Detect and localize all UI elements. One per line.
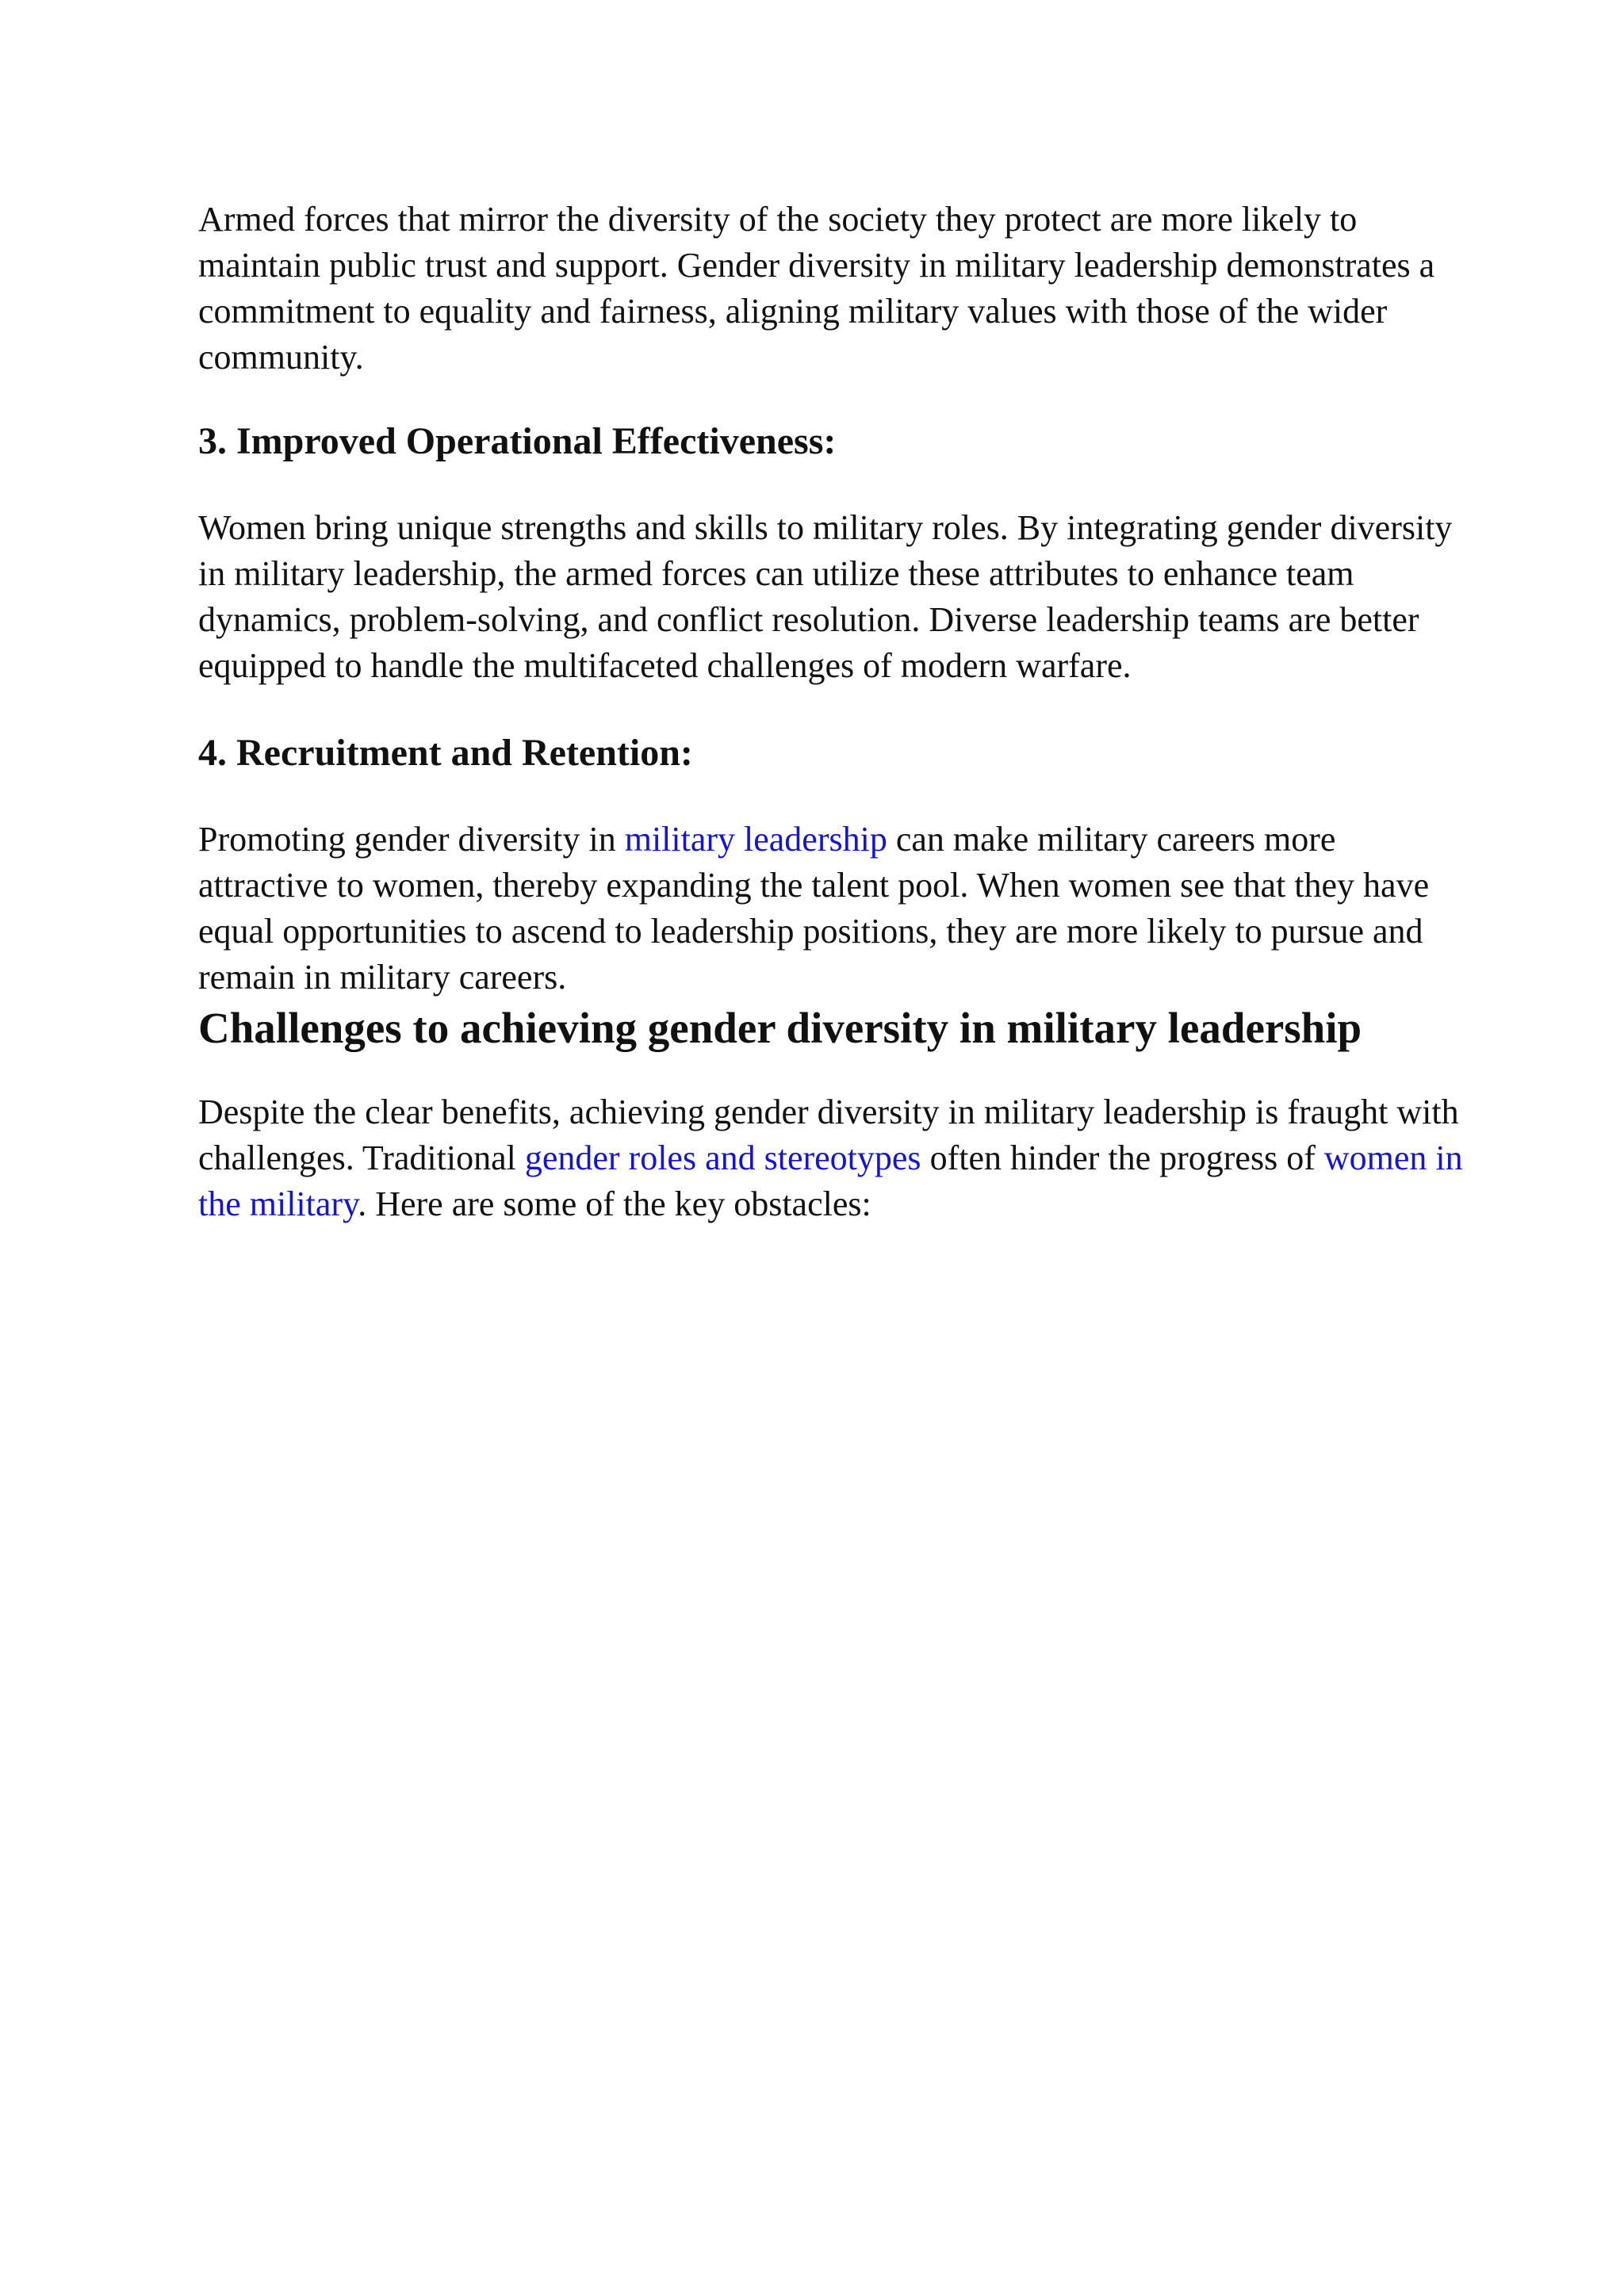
challenges-text-part2: often hinder the progress of bbox=[921, 1138, 1324, 1177]
paragraph-public-trust: Armed forces that mirror the diversity of the society they protect are more likely to maintain public trust and support. Gender diversity in military leadership demonstrates a commitment to equality and fairness, aligning military values with those of the wider community. bbox=[198, 200, 1435, 377]
recruitment-text-after-link: can make military careers more attractive to women, thereby expanding the talent pool. When women see that they have equal opportunities to ascend to leadership positions, they are more likely to pursue and remain in military careers. bbox=[198, 820, 1430, 997]
heading-challenges: Challenges to achieving gender diversity in military leadership bbox=[198, 1004, 1362, 1052]
paragraph-challenges bbox=[198, 1089, 1467, 1227]
recruitment-text-before-link: Promoting gender diversity in bbox=[198, 820, 625, 859]
challenges-text-part3: . Here are some of the key obstacles: bbox=[358, 1184, 871, 1223]
document-page bbox=[198, 197, 1467, 1227]
link-gender-roles-stereotypes[interactable]: gender roles and stereotypes bbox=[524, 1138, 921, 1177]
paragraph-operational-effectiveness: Women bring unique strengths and skills to military roles. By integrating gender diversity in military leadership, the armed forces can utilize these attributes to enhance team dynamics, problem-solving, and conflict resolution. Diverse leadership teams are better equipped to handle the multifaceted challenges of modern warfare. bbox=[198, 508, 1453, 685]
link-military-leadership[interactable]: military leadership bbox=[624, 820, 887, 859]
heading-operational-effectiveness: 3. Improved Operational Effectiveness: bbox=[198, 420, 837, 462]
link-women-in-the-military[interactable]: women in the military bbox=[198, 1138, 1463, 1223]
challenges-text-part1: Despite the clear benefits, achieving gender diversity in military leadership is fraught with challenges. Traditional bbox=[198, 1093, 1459, 1177]
paragraph-recruitment-retention bbox=[198, 817, 1467, 1001]
heading-recruitment-retention: 4. Recruitment and Retention: bbox=[198, 732, 693, 774]
